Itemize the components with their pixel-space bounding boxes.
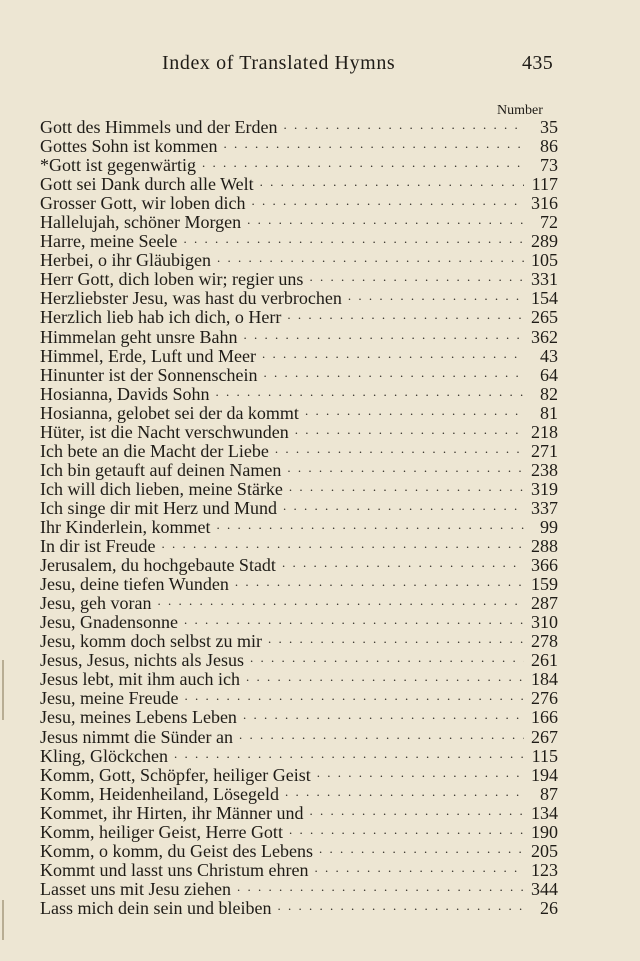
dot-leader bbox=[287, 461, 524, 477]
hymn-number: 72 bbox=[540, 213, 558, 233]
hymn-number: 261 bbox=[531, 651, 558, 671]
index-entry bbox=[40, 594, 558, 613]
dot-leader bbox=[263, 366, 524, 382]
hymn-title: Lass mich dein sein und bleiben bbox=[40, 898, 272, 918]
hymn-number: 26 bbox=[540, 898, 558, 918]
dot-leader bbox=[295, 423, 524, 439]
hymn-number: 238 bbox=[531, 460, 558, 480]
index-entry bbox=[40, 156, 558, 175]
hymn-title: Jesu, komm doch selbst zu mir bbox=[40, 632, 262, 652]
index-entry bbox=[40, 747, 558, 766]
index-entry bbox=[40, 861, 558, 880]
hymn-number: 86 bbox=[540, 137, 558, 157]
number-column-label: Number bbox=[497, 103, 543, 118]
index-entry bbox=[40, 366, 558, 385]
index-entry bbox=[40, 537, 558, 556]
page-title: Index of Translated Hymns bbox=[162, 52, 396, 74]
hymn-number: 166 bbox=[531, 708, 558, 728]
hymn-number: 134 bbox=[531, 803, 558, 823]
hymn-title: Kommet, ihr Hirten, ihr Männer und bbox=[40, 803, 304, 823]
index-entry bbox=[40, 175, 558, 194]
hymn-title: Kommt und lasst uns Christum ehren bbox=[40, 860, 309, 880]
dot-leader bbox=[235, 575, 524, 591]
index-entry bbox=[40, 289, 558, 308]
hymn-title: Jesu, Gnadensonne bbox=[40, 613, 178, 633]
dot-leader bbox=[283, 118, 524, 134]
dot-leader bbox=[285, 785, 524, 801]
index-entry bbox=[40, 689, 558, 708]
index-entry bbox=[40, 785, 558, 804]
hymn-title: Himmelan geht unsre Bahn bbox=[40, 327, 238, 347]
index-entry bbox=[40, 823, 558, 842]
hymn-title: Jesus nimmt die Sünder an bbox=[40, 727, 233, 747]
index-entry bbox=[40, 347, 558, 366]
index-entry bbox=[40, 194, 558, 213]
hymn-title: Jesus lebt, mit ihm auch ich bbox=[40, 670, 240, 690]
dot-leader bbox=[224, 137, 524, 153]
dot-leader bbox=[157, 594, 524, 610]
page-edge-mark bbox=[2, 900, 4, 940]
dot-leader bbox=[315, 861, 525, 877]
dot-leader bbox=[202, 156, 524, 172]
index-entry bbox=[40, 461, 558, 480]
index-entry bbox=[40, 670, 558, 689]
dot-leader bbox=[243, 708, 524, 724]
hymn-number: 43 bbox=[540, 346, 558, 366]
hymn-number: 218 bbox=[531, 422, 558, 442]
hymn-number: 271 bbox=[531, 441, 558, 461]
hymn-number: 319 bbox=[531, 479, 558, 499]
hymn-number: 287 bbox=[531, 594, 558, 614]
dot-leader bbox=[287, 308, 524, 324]
hymn-number: 265 bbox=[531, 308, 558, 328]
hymn-title: Jesu, deine tiefen Wunden bbox=[40, 575, 229, 595]
dot-leader bbox=[247, 213, 524, 229]
index-entry bbox=[40, 708, 558, 727]
hymn-number: 278 bbox=[531, 632, 558, 652]
dot-leader bbox=[275, 442, 524, 458]
dot-leader bbox=[174, 747, 524, 763]
hymn-title: Herzliebster Jesu, was hast du verbrochen bbox=[40, 289, 342, 309]
hymn-number: 115 bbox=[531, 746, 558, 766]
hymn-number: 154 bbox=[531, 289, 558, 309]
hymn-number: 99 bbox=[540, 517, 558, 537]
dot-leader bbox=[317, 766, 524, 782]
index-entry bbox=[40, 575, 558, 594]
hymn-title: Ich bete an die Macht der Liebe bbox=[40, 441, 269, 461]
hymn-number: 184 bbox=[531, 670, 558, 690]
index-entry bbox=[40, 632, 558, 651]
dot-leader bbox=[277, 899, 524, 915]
hymn-number: 73 bbox=[540, 156, 558, 176]
hymn-number: 190 bbox=[531, 822, 558, 842]
index-entry bbox=[40, 880, 558, 899]
index-entry bbox=[40, 404, 558, 423]
dot-leader bbox=[260, 175, 524, 191]
hymn-number: 87 bbox=[540, 784, 558, 804]
hymn-number: 362 bbox=[531, 327, 558, 347]
index-entry bbox=[40, 556, 558, 575]
index-entry bbox=[40, 613, 558, 632]
hymn-title: Ihr Kinderlein, kommet bbox=[40, 517, 211, 537]
hymn-title: Herr Gott, dich loben wir; regier uns bbox=[40, 270, 304, 290]
hymn-number: 105 bbox=[531, 251, 558, 271]
hymn-number: 194 bbox=[531, 765, 558, 785]
hymn-number: 288 bbox=[531, 537, 558, 557]
page-number: 435 bbox=[522, 52, 554, 74]
dot-leader bbox=[305, 404, 524, 420]
hymn-number: 366 bbox=[531, 556, 558, 576]
index-entry bbox=[40, 518, 558, 537]
index-entry bbox=[40, 899, 558, 918]
dot-leader bbox=[161, 537, 524, 553]
hymn-title: *Gott ist gegenwärtig bbox=[40, 156, 196, 176]
hymn-title: Hüter, ist die Nacht verschwunden bbox=[40, 422, 289, 442]
hymn-number: 337 bbox=[531, 498, 558, 518]
dot-leader bbox=[251, 194, 524, 210]
hymn-title: Jesus, Jesus, nichts als Jesus bbox=[40, 651, 245, 671]
index-entry bbox=[40, 385, 558, 404]
hymn-title: Komm, Heidenheiland, Lösegeld bbox=[40, 784, 279, 804]
hymn-title: Lasset uns mit Jesu ziehen bbox=[40, 879, 231, 899]
index-entry bbox=[40, 442, 558, 461]
dot-leader bbox=[183, 232, 524, 248]
page-edge-mark bbox=[2, 660, 4, 720]
hymn-title: Herbei, o ihr Gläubigen bbox=[40, 251, 211, 271]
dot-leader bbox=[309, 270, 524, 286]
hymn-title: Jesu, geh voran bbox=[40, 594, 152, 614]
index-entry bbox=[40, 480, 558, 499]
hymn-title: Gottes Sohn ist kommen bbox=[40, 137, 218, 157]
dot-leader bbox=[239, 728, 524, 744]
hymn-number: 117 bbox=[531, 175, 558, 195]
hymn-number: 267 bbox=[531, 727, 558, 747]
hymn-index-list bbox=[40, 118, 558, 918]
hymn-title: Jerusalem, du hochgebaute Stadt bbox=[40, 556, 276, 576]
dot-leader bbox=[243, 328, 524, 344]
dot-leader bbox=[184, 689, 524, 705]
hymn-title: Ich will dich lieben, meine Stärke bbox=[40, 479, 283, 499]
index-entry bbox=[40, 270, 558, 289]
hymn-title: Komm, o komm, du Geist des Lebens bbox=[40, 841, 313, 861]
index-entry bbox=[40, 651, 558, 670]
index-entry bbox=[40, 328, 558, 347]
index-entry bbox=[40, 804, 558, 823]
hymn-title: Jesu, meines Lebens Leben bbox=[40, 708, 237, 728]
hymn-number: 64 bbox=[540, 365, 558, 385]
hymn-title: Ich singe dir mit Herz und Mund bbox=[40, 498, 277, 518]
hymn-title: In dir ist Freude bbox=[40, 537, 156, 557]
hymn-title: Gott des Himmels und der Erden bbox=[40, 118, 278, 137]
hymn-title: Hosianna, Davids Sohn bbox=[40, 384, 210, 404]
hymn-number: 123 bbox=[531, 860, 558, 880]
hymn-number: 344 bbox=[531, 879, 558, 899]
index-entry bbox=[40, 842, 558, 861]
hymn-number: 310 bbox=[531, 613, 558, 633]
dot-leader bbox=[289, 823, 524, 839]
hymn-title: Komm, heiliger Geist, Herre Gott bbox=[40, 822, 283, 842]
dot-leader bbox=[216, 518, 524, 534]
hymn-number: 82 bbox=[540, 384, 558, 404]
hymn-number: 289 bbox=[531, 232, 558, 252]
index-entry bbox=[40, 728, 558, 747]
hymn-title: Kling, Glöckchen bbox=[40, 746, 168, 766]
dot-leader bbox=[283, 499, 524, 515]
dot-leader bbox=[348, 289, 524, 305]
hymn-number: 35 bbox=[540, 118, 558, 137]
index-entry bbox=[40, 308, 558, 327]
dot-leader bbox=[217, 251, 524, 267]
hymn-title: Himmel, Erde, Luft und Meer bbox=[40, 346, 256, 366]
dot-leader bbox=[250, 651, 524, 667]
hymn-number: 276 bbox=[531, 689, 558, 709]
hymn-title: Komm, Gott, Schöpfer, heiliger Geist bbox=[40, 765, 311, 785]
index-entry bbox=[40, 213, 558, 232]
hymn-title: Grosser Gott, wir loben dich bbox=[40, 194, 246, 214]
dot-leader bbox=[289, 480, 524, 496]
hymn-title: Jesu, meine Freude bbox=[40, 689, 179, 709]
hymn-number: 81 bbox=[540, 403, 558, 423]
hymn-title: Herzlich lieb hab ich dich, o Herr bbox=[40, 308, 282, 328]
index-entry bbox=[40, 118, 558, 137]
page-header bbox=[0, 52, 640, 80]
dot-leader bbox=[262, 347, 524, 363]
dot-leader bbox=[246, 670, 524, 686]
dot-leader bbox=[216, 385, 525, 401]
dot-leader bbox=[237, 880, 524, 896]
dot-leader bbox=[319, 842, 524, 858]
hymn-title: Ich bin getauft auf deinen Namen bbox=[40, 460, 282, 480]
dot-leader bbox=[282, 556, 524, 572]
hymn-title: Hallelujah, schöner Morgen bbox=[40, 213, 242, 233]
hymn-title: Hinunter ist der Sonnenschein bbox=[40, 365, 258, 385]
hymn-number: 331 bbox=[531, 270, 558, 290]
hymn-number: 316 bbox=[531, 194, 558, 214]
hymn-title: Hosianna, gelobet sei der da kommt bbox=[40, 403, 299, 423]
hymn-number: 205 bbox=[531, 841, 558, 861]
dot-leader bbox=[268, 632, 524, 648]
index-entry bbox=[40, 137, 558, 156]
hymn-title: Gott sei Dank durch alle Welt bbox=[40, 175, 254, 195]
index-entry bbox=[40, 251, 558, 270]
index-entry bbox=[40, 499, 558, 518]
dot-leader bbox=[309, 804, 524, 820]
index-entry bbox=[40, 423, 558, 442]
index-entry bbox=[40, 766, 558, 785]
dot-leader bbox=[184, 613, 524, 629]
hymn-number: 159 bbox=[531, 575, 558, 595]
hymn-title: Harre, meine Seele bbox=[40, 232, 178, 252]
index-entry bbox=[40, 232, 558, 251]
